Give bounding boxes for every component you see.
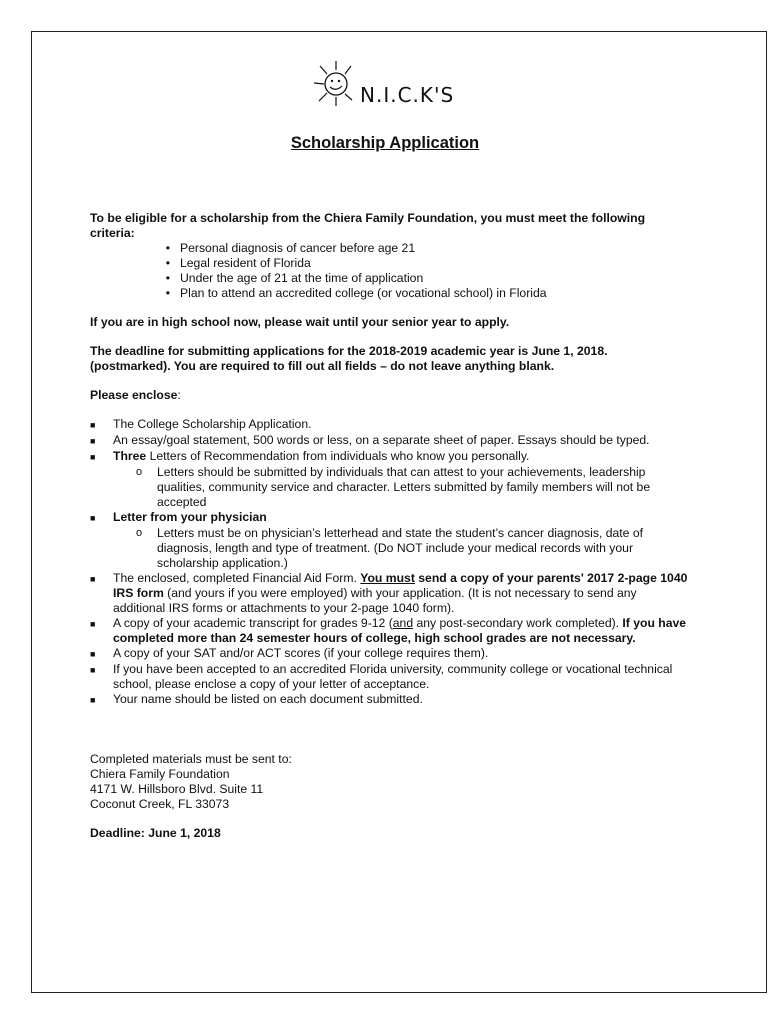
list-item: ■ The enclosed, completed Financial Aid Form. You must send a copy of your parents' 2017 2-page 1040 IRS form (and yours if you were employed) with your application. (It is not necessary to send any additional IRS forms or attachments to your 2-page 1040 form).: [90, 571, 688, 615]
list-item: ■ A copy of your SAT and/or ACT scores (if your college requires them).: [90, 646, 489, 660]
logo-text: N.I.C.K'S: [360, 83, 455, 107]
enclose-heading: Please enclose:: [90, 388, 181, 402]
sun-icon: [308, 58, 358, 108]
mailing-name: Chiera Family Foundation: [90, 767, 230, 781]
criteria-list: [90, 241, 690, 301]
sub-list-item: o Letters must be on physician’s letterhead and state the student’s cancer diagnosis, date of diagnosis, length and type of treatment. (Do NOT include your medical records with your scholarship application.): [136, 526, 643, 570]
list-item: ■ An essay/goal statement, 500 words or less, on a separate sheet of paper. Essays should be typed.: [90, 433, 650, 447]
page-title: Scholarship Application: [290, 134, 480, 152]
eligibility-intro: To be eligible for a scholarship from the Chiera Family Foundation, you must meet the following criteria:: [90, 211, 646, 240]
list-item: ■ A copy of your academic transcript for grades 9-12 (and any post-secondary work completed). If you have completed more than 24 semester hours of college, high school grades are not necessary.: [90, 616, 687, 645]
list-item: ■ Letter from your physician: [90, 510, 267, 524]
list-item: ■ The College Scholarship Application.: [90, 417, 312, 431]
mailing-heading: Completed materials must be sent to:: [90, 752, 292, 766]
mailing-city: Coconut Creek, FL 33073: [90, 797, 230, 811]
nicks-logo: [308, 58, 468, 118]
list-item: • Plan to attend an accredited college (or vocational school) in Florida: [165, 286, 547, 300]
enclose-list: [90, 417, 690, 708]
high-school-note: If you are in high school now, please wait until your senior year to apply.: [90, 315, 510, 329]
list-item: ■ Three Letters of Recommendation from individuals who know you personally.: [90, 449, 530, 463]
mailing-street: 4171 W. Hillsboro Blvd. Suite 11: [90, 782, 264, 796]
list-item: • Legal resident of Florida: [165, 256, 311, 270]
document-body: [90, 211, 690, 841]
mailing-address: [90, 752, 690, 812]
sub-list-item: o Letters should be submitted by individuals that can attest to your achievements, leadership qualities, community service and character. Letters submitted by family members will not be accepted: [136, 465, 651, 509]
list-item: • Personal diagnosis of cancer before age 21: [165, 241, 416, 255]
list-item: ■ Your name should be listed on each document submitted.: [90, 692, 423, 706]
list-item: ■ If you have been accepted to an accredited Florida university, community college or vocational technical school, please enclose a copy of your letter of acceptance.: [90, 662, 673, 691]
deadline-note: The deadline for submitting applications for the 2018-2019 academic year is June 1, 2018. (postmarked). You are required to fill out all fields – do not leave anything blank.: [90, 344, 608, 373]
deadline: Deadline: June 1, 2018: [90, 826, 221, 840]
list-item: • Under the age of 21 at the time of application: [165, 271, 424, 285]
